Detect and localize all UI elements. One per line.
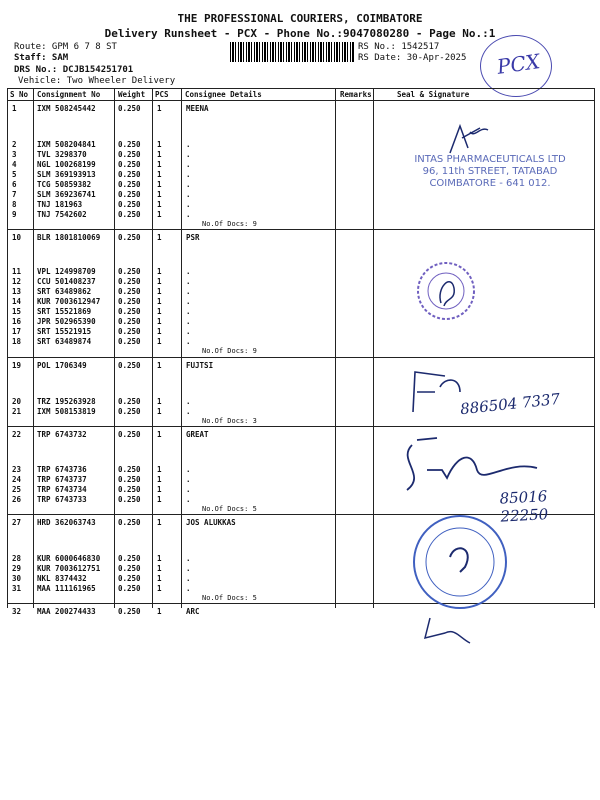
row-consignment: POL 1706349: [37, 361, 87, 370]
row-consignment: MAA 200274433: [37, 607, 96, 616]
row-sno: 20: [12, 397, 22, 406]
row-consignee: .: [186, 140, 191, 149]
row-sno: 31: [12, 584, 22, 593]
row-pcs: 1: [157, 430, 162, 439]
row-pcs: 1: [157, 317, 162, 326]
row-consignee: .: [186, 584, 191, 593]
col-divider: [181, 88, 182, 608]
row-pcs: 1: [157, 170, 162, 179]
row-pcs: 1: [157, 361, 162, 370]
row-consignment: SRT 63489874: [37, 337, 92, 346]
row-consignee: .: [186, 200, 191, 209]
row-consignment: SLM 369236741: [37, 190, 96, 199]
row-weight: 0.250: [118, 327, 141, 336]
row-consignee: .: [186, 475, 191, 484]
row-sno: 11: [12, 267, 22, 276]
row-consignee: PSR: [186, 233, 200, 242]
col-divider: [373, 88, 374, 608]
row-sno: 27: [12, 518, 22, 527]
row-consignee: .: [186, 574, 191, 583]
row-consignee: .: [186, 180, 191, 189]
row-consignment: SLM 369193913: [37, 170, 96, 179]
row-consignee: .: [186, 554, 191, 563]
row-pcs: 1: [157, 150, 162, 159]
row-consignee: GREAT: [186, 430, 209, 439]
row-consignment: KUR 7003612751: [37, 564, 101, 573]
row-consignment: JPR 502965390: [37, 317, 96, 326]
row-consignment: TRZ 195263928: [37, 397, 96, 406]
row-consignee: .: [186, 337, 191, 346]
row-consignment: KUR 7003612947: [37, 297, 101, 306]
staff: Staff: SAM: [14, 53, 69, 63]
row-sno: 7: [12, 190, 17, 199]
row-weight: 0.250: [118, 485, 141, 494]
row-sno: 25: [12, 485, 22, 494]
col-divider: [335, 88, 336, 608]
row-pcs: 1: [157, 337, 162, 346]
row-consignee: .: [186, 564, 191, 573]
row-pcs: 1: [157, 210, 162, 219]
row-consignee: .: [186, 307, 191, 316]
row-consignment: IXM 508204841: [37, 140, 96, 149]
row-consignment: TRP 6743736: [37, 465, 87, 474]
phone-handwritten-2: 85016 22250: [499, 487, 549, 526]
vehicle: Vehicle: Two Wheeler Delivery: [18, 76, 176, 86]
docs-count: No.Of Docs: 9: [202, 347, 257, 355]
row-sno: 28: [12, 554, 22, 563]
pcx-stamp-text: PCX: [495, 49, 542, 79]
row-sno: 12: [12, 277, 22, 286]
row-pcs: 1: [157, 518, 162, 527]
company-title: THE PROFESSIONAL COURIERS, COIMBATORE: [177, 12, 423, 25]
row-consignee: .: [186, 327, 191, 336]
row-weight: 0.250: [118, 317, 141, 326]
row-pcs: 1: [157, 554, 162, 563]
row-consignee: .: [186, 495, 191, 504]
row-consignment: CCU 501408237: [37, 277, 96, 286]
row-sno: 10: [12, 233, 22, 242]
row-sno: 24: [12, 475, 22, 484]
col-header-remarks: Remarks: [340, 90, 372, 99]
row-consignee: MEENA: [186, 104, 209, 113]
row-pcs: 1: [157, 407, 162, 416]
row-consignee: .: [186, 297, 191, 306]
row-pcs: 1: [157, 465, 162, 474]
row-consignment: HRD 362063743: [37, 518, 96, 527]
row-pcs: 1: [157, 287, 162, 296]
col-header-seal: Seal & Signature: [397, 90, 470, 99]
row-pcs: 1: [157, 140, 162, 149]
row-weight: 0.250: [118, 210, 141, 219]
row-pcs: 1: [157, 190, 162, 199]
row-consignment: MAA 111161965: [37, 584, 96, 593]
row-pcs: 1: [157, 397, 162, 406]
row-consignment: TNJ 181963: [37, 200, 83, 209]
row-pcs: 1: [157, 607, 162, 616]
row-weight: 0.250: [118, 104, 141, 113]
row-consignment: IXM 508245442: [37, 104, 96, 113]
group-divider: [7, 426, 594, 427]
row-sno: 29: [12, 564, 22, 573]
intas-stamp-address: 96, 11th STREET, TATABAD: [422, 166, 558, 177]
row-pcs: 1: [157, 233, 162, 242]
row-pcs: 1: [157, 297, 162, 306]
col-header-weight: Weight: [118, 90, 146, 99]
col-header-sno: S No: [10, 90, 29, 99]
row-consignee: .: [186, 277, 191, 286]
group-divider: [7, 229, 594, 230]
row-consignment: TRP 6743733: [37, 495, 87, 504]
row-consignment: TRP 6743732: [37, 430, 87, 439]
row-consignee: .: [186, 267, 191, 276]
row-consignment: SRT 15521869: [37, 307, 92, 316]
row-consignee: .: [186, 210, 191, 219]
row-consignee: JOS ALUKKAS: [186, 518, 236, 527]
row-consignment: IXM 508153819: [37, 407, 96, 416]
row-consignee: .: [186, 287, 191, 296]
row-weight: 0.250: [118, 190, 141, 199]
row-weight: 0.250: [118, 160, 141, 169]
row-consignment: VPL 124998709: [37, 267, 96, 276]
row-pcs: 1: [157, 485, 162, 494]
row-sno: 15: [12, 307, 22, 316]
row-sno: 22: [12, 430, 22, 439]
phone-handwritten-1: 886504 7337: [459, 389, 561, 419]
row-weight: 0.250: [118, 287, 141, 296]
row-consignment: BLR 1801810069: [37, 233, 101, 242]
row-pcs: 1: [157, 327, 162, 336]
row-pcs: 1: [157, 495, 162, 504]
intas-stamp: [410, 154, 570, 190]
row-sno: 3: [12, 150, 17, 159]
col-header-pcs: PCS: [155, 90, 169, 99]
row-weight: 0.250: [118, 307, 141, 316]
col-divider: [114, 88, 115, 608]
row-sno: 4: [12, 160, 17, 169]
row-weight: 0.250: [118, 170, 141, 179]
row-weight: 0.250: [118, 267, 141, 276]
row-pcs: 1: [157, 277, 162, 286]
row-sno: 5: [12, 170, 17, 179]
row-pcs: 1: [157, 180, 162, 189]
row-consignee: .: [186, 317, 191, 326]
intas-stamp-city: COIMBATORE - 641 012.: [429, 178, 551, 189]
barcode: [230, 42, 355, 62]
row-weight: 0.250: [118, 475, 141, 484]
row-consignee: FUJTSI: [186, 361, 214, 370]
row-consignee: .: [186, 190, 191, 199]
table-header-line: [7, 100, 594, 101]
row-consignment: NGL 100268199: [37, 160, 96, 169]
row-pcs: 1: [157, 200, 162, 209]
row-weight: 0.250: [118, 150, 141, 159]
row-weight: 0.250: [118, 564, 141, 573]
row-consignee: .: [186, 485, 191, 494]
row-weight: 0.250: [118, 200, 141, 209]
rs-number: RS No.: 1542517: [358, 42, 440, 52]
row-weight: 0.250: [118, 277, 141, 286]
row-weight: 0.250: [118, 407, 141, 416]
runsheet-title: Delivery Runsheet - PCX - Phone No.:9047080280 - Page No.:1: [104, 27, 496, 40]
row-consignment: TCG 50859382: [37, 180, 92, 189]
col-divider: [7, 88, 8, 608]
row-weight: 0.250: [118, 518, 141, 527]
row-sno: 16: [12, 317, 22, 326]
row-weight: 0.250: [118, 337, 141, 346]
row-weight: 0.250: [118, 233, 141, 242]
row-consignee: .: [186, 407, 191, 416]
row-consignment: SRT 15521915: [37, 327, 92, 336]
docs-count: No.Of Docs: 9: [202, 220, 257, 228]
row-consignee: .: [186, 465, 191, 474]
row-sno: 21: [12, 407, 22, 416]
route: Route: GPM 6 7 8 ST: [14, 42, 117, 52]
row-pcs: 1: [157, 104, 162, 113]
group-divider: [7, 357, 594, 358]
row-sno: 6: [12, 180, 17, 189]
col-divider: [594, 88, 595, 608]
row-consignment: TRP 6743734: [37, 485, 87, 494]
row-weight: 0.250: [118, 607, 141, 616]
row-sno: 14: [12, 297, 22, 306]
table-top-line: [7, 88, 594, 89]
row-consignment: KUR 6000646830: [37, 554, 101, 563]
round-stamp-2: [416, 258, 476, 324]
row-weight: 0.250: [118, 180, 141, 189]
row-weight: 0.250: [118, 140, 141, 149]
row-pcs: 1: [157, 574, 162, 583]
row-weight: 0.250: [118, 554, 141, 563]
signature-6: [420, 608, 480, 648]
row-consignment: TRP 6743737: [37, 475, 87, 484]
row-sno: 9: [12, 210, 17, 219]
row-sno: 2: [12, 140, 17, 149]
row-consignee: ARC: [186, 607, 200, 616]
docs-count: No.Of Docs: 5: [202, 505, 257, 513]
row-consignee: .: [186, 170, 191, 179]
docs-count: No.Of Docs: 5: [202, 594, 257, 602]
row-consignee: .: [186, 160, 191, 169]
row-sno: 32: [12, 607, 22, 616]
row-pcs: 1: [157, 267, 162, 276]
row-consignee: .: [186, 150, 191, 159]
row-consignment: TVL 3298370: [37, 150, 87, 159]
row-consignment: NKL 8374432: [37, 574, 87, 583]
row-weight: 0.250: [118, 495, 141, 504]
row-weight: 0.250: [118, 297, 141, 306]
row-sno: 17: [12, 327, 22, 336]
row-weight: 0.250: [118, 397, 141, 406]
jos-alukkas-stamp: [405, 512, 515, 612]
row-weight: 0.250: [118, 361, 141, 370]
row-sno: 30: [12, 574, 22, 583]
col-divider: [152, 88, 153, 608]
row-sno: 8: [12, 200, 17, 209]
col-header-consignment: Consignment No: [37, 90, 101, 99]
row-sno: 23: [12, 465, 22, 474]
row-weight: 0.250: [118, 465, 141, 474]
row-consignment: TNJ 7542602: [37, 210, 87, 219]
col-divider: [33, 88, 34, 608]
row-pcs: 1: [157, 564, 162, 573]
row-pcs: 1: [157, 584, 162, 593]
col-header-consignee: Consignee Details: [185, 90, 262, 99]
row-consignee: .: [186, 397, 191, 406]
row-weight: 0.250: [118, 584, 141, 593]
row-weight: 0.250: [118, 430, 141, 439]
rs-date: RS Date: 30-Apr-2025: [358, 53, 467, 63]
drs-number: DRS No.: DCJB154251701: [14, 65, 134, 75]
row-pcs: 1: [157, 160, 162, 169]
row-sno: 26: [12, 495, 22, 504]
row-consignment: SRT 63489862: [37, 287, 92, 296]
signature-1: [440, 118, 500, 158]
intas-stamp-name: INTAS PHARMACEUTICALS LTD: [414, 154, 566, 165]
row-sno: 19: [12, 361, 22, 370]
row-pcs: 1: [157, 307, 162, 316]
row-sno: 1: [12, 104, 17, 113]
row-sno: 18: [12, 337, 22, 346]
row-sno: 13: [12, 287, 22, 296]
docs-count: No.Of Docs: 3: [202, 417, 257, 425]
row-weight: 0.250: [118, 574, 141, 583]
row-pcs: 1: [157, 475, 162, 484]
